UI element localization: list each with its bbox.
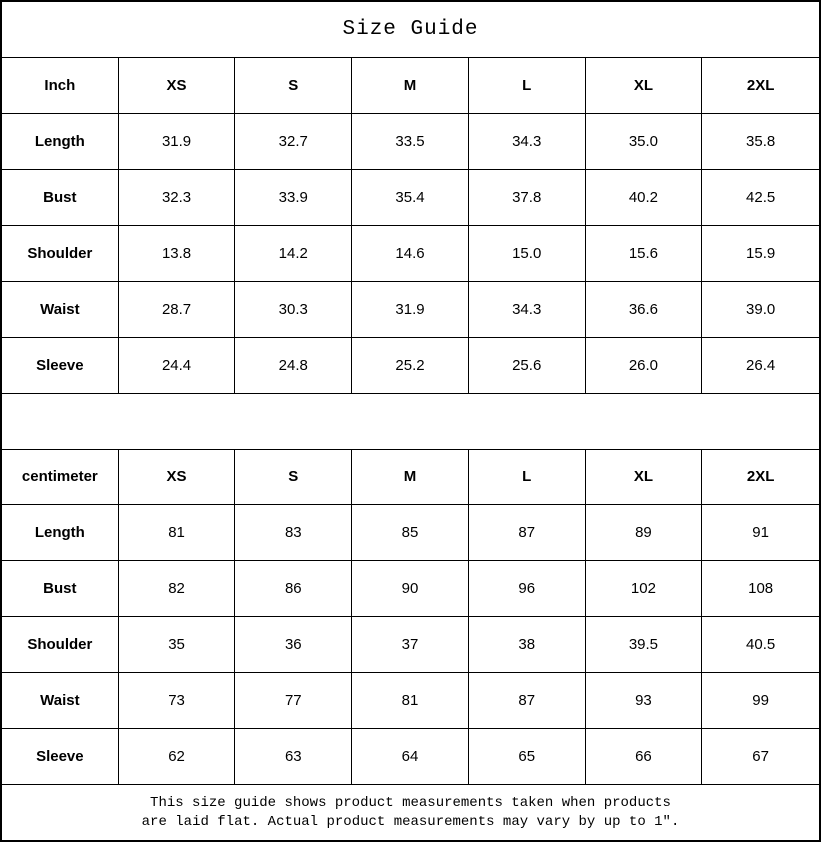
table-cell: 34.3 [469,114,586,169]
table-cell: 91 [752,524,769,542]
size-header-cell-m: M [352,450,469,505]
table-row [2,170,819,226]
table-cell: 15.0 [469,226,586,281]
table-cell: 33.9 [235,170,352,225]
row-label-shoulder: Shoulder [2,617,119,672]
table-cell: 39.0 [746,300,776,318]
table-cell: 35.0 [586,114,703,169]
table-cell: 31.9 [119,114,236,169]
table-cell: 86 [235,561,352,616]
table-cell: 33.5 [352,114,469,169]
table-cell: 32.7 [235,114,352,169]
size-header-cell-s: S [235,58,352,113]
table-cell: 36.6 [586,282,703,337]
table-row [2,673,819,729]
table-row [2,561,819,617]
size-header-cell-xs: XS [119,58,236,113]
table-cell: 77 [235,673,352,728]
row-label-waist: Waist [2,282,119,337]
table-row [2,729,819,785]
inch-table-header-row [2,58,819,114]
table-cell: 108 [748,580,774,598]
table-cell: 34.3 [469,282,586,337]
table-cell: 13.8 [119,226,236,281]
centimeter-unit-header-cell: centimeter [2,450,119,505]
table-row [2,114,819,170]
table-cell: 26.4 [746,356,776,374]
size-header-cell-l: L [469,58,586,113]
table-cell: 38 [469,617,586,672]
size-header-cell-s: S [235,450,352,505]
table-cell: 99 [752,692,769,710]
table-cell: 63 [235,729,352,784]
table-cell: 32.3 [119,170,236,225]
table-row [2,505,819,561]
table-cell: 30.3 [235,282,352,337]
row-label-length: Length [2,114,119,169]
table-cell: 31.9 [352,282,469,337]
size-header-cell-m: M [352,58,469,113]
inch-unit-header-cell: Inch [2,58,119,113]
table-cell: 28.7 [119,282,236,337]
table-cell: 24.8 [235,338,352,393]
table-cell: 15.6 [586,226,703,281]
table-cell: 14.6 [352,226,469,281]
table-row [2,282,819,338]
size-header-cell-xl: XL [586,450,703,505]
row-label-shoulder: Shoulder [2,226,119,281]
table-cell: 14.2 [235,226,352,281]
footer-note-line1: This size guide shows product measurements taken when products [150,794,671,811]
row-label-bust: Bust [2,561,119,616]
table-cell: 35.8 [746,132,776,150]
table-cell: 39.5 [586,617,703,672]
row-label-sleeve: Sleeve [2,338,119,393]
table-cell: 87 [469,673,586,728]
page-title: Size Guide [342,17,479,41]
table-cell: 24.4 [119,338,236,393]
row-label-sleeve: Sleeve [2,729,119,784]
row-label-bust: Bust [2,170,119,225]
table-cell: 81 [352,673,469,728]
table-cell: 25.2 [352,338,469,393]
table-cell: 66 [586,729,703,784]
size-header-cell-2xl: 2XL [746,468,775,486]
table-cell: 82 [119,561,236,616]
row-label-length: Length [2,505,119,560]
table-cell: 81 [119,505,236,560]
table-cell: 40.2 [586,170,703,225]
footer-note [2,785,819,840]
table-cell: 25.6 [469,338,586,393]
table-cell: 35 [119,617,236,672]
row-label-waist: Waist [2,673,119,728]
table-cell: 37.8 [469,170,586,225]
table-cell: 102 [586,561,703,616]
table-row [2,617,819,673]
size-header-cell-2xl: 2XL [746,76,775,94]
table-cell: 36 [235,617,352,672]
table-cell: 85 [352,505,469,560]
table-cell: 62 [119,729,236,784]
table-cell: 73 [119,673,236,728]
spacer-row [2,394,819,450]
table-row [2,226,819,282]
table-cell: 64 [352,729,469,784]
table-cell: 65 [469,729,586,784]
table-cell: 26.0 [586,338,703,393]
size-header-cell-xs: XS [119,450,236,505]
table-cell: 83 [235,505,352,560]
centimeter-table-header-row [2,450,819,506]
size-header-cell-l: L [469,450,586,505]
table-cell: 90 [352,561,469,616]
size-header-cell-xl: XL [586,58,703,113]
table-row [2,338,819,394]
table-cell: 40.5 [746,636,776,654]
footer-note-line2: are laid flat. Actual product measurements may vary by up to 1″. [141,813,680,830]
table-cell: 15.9 [746,244,776,262]
table-cell: 35.4 [352,170,469,225]
table-cell: 42.5 [746,188,776,206]
table-cell: 96 [469,561,586,616]
table-cell: 93 [586,673,703,728]
title-row [2,2,819,58]
table-cell: 67 [752,748,769,766]
table-cell: 89 [586,505,703,560]
table-cell: 87 [469,505,586,560]
table-cell: 37 [352,617,469,672]
